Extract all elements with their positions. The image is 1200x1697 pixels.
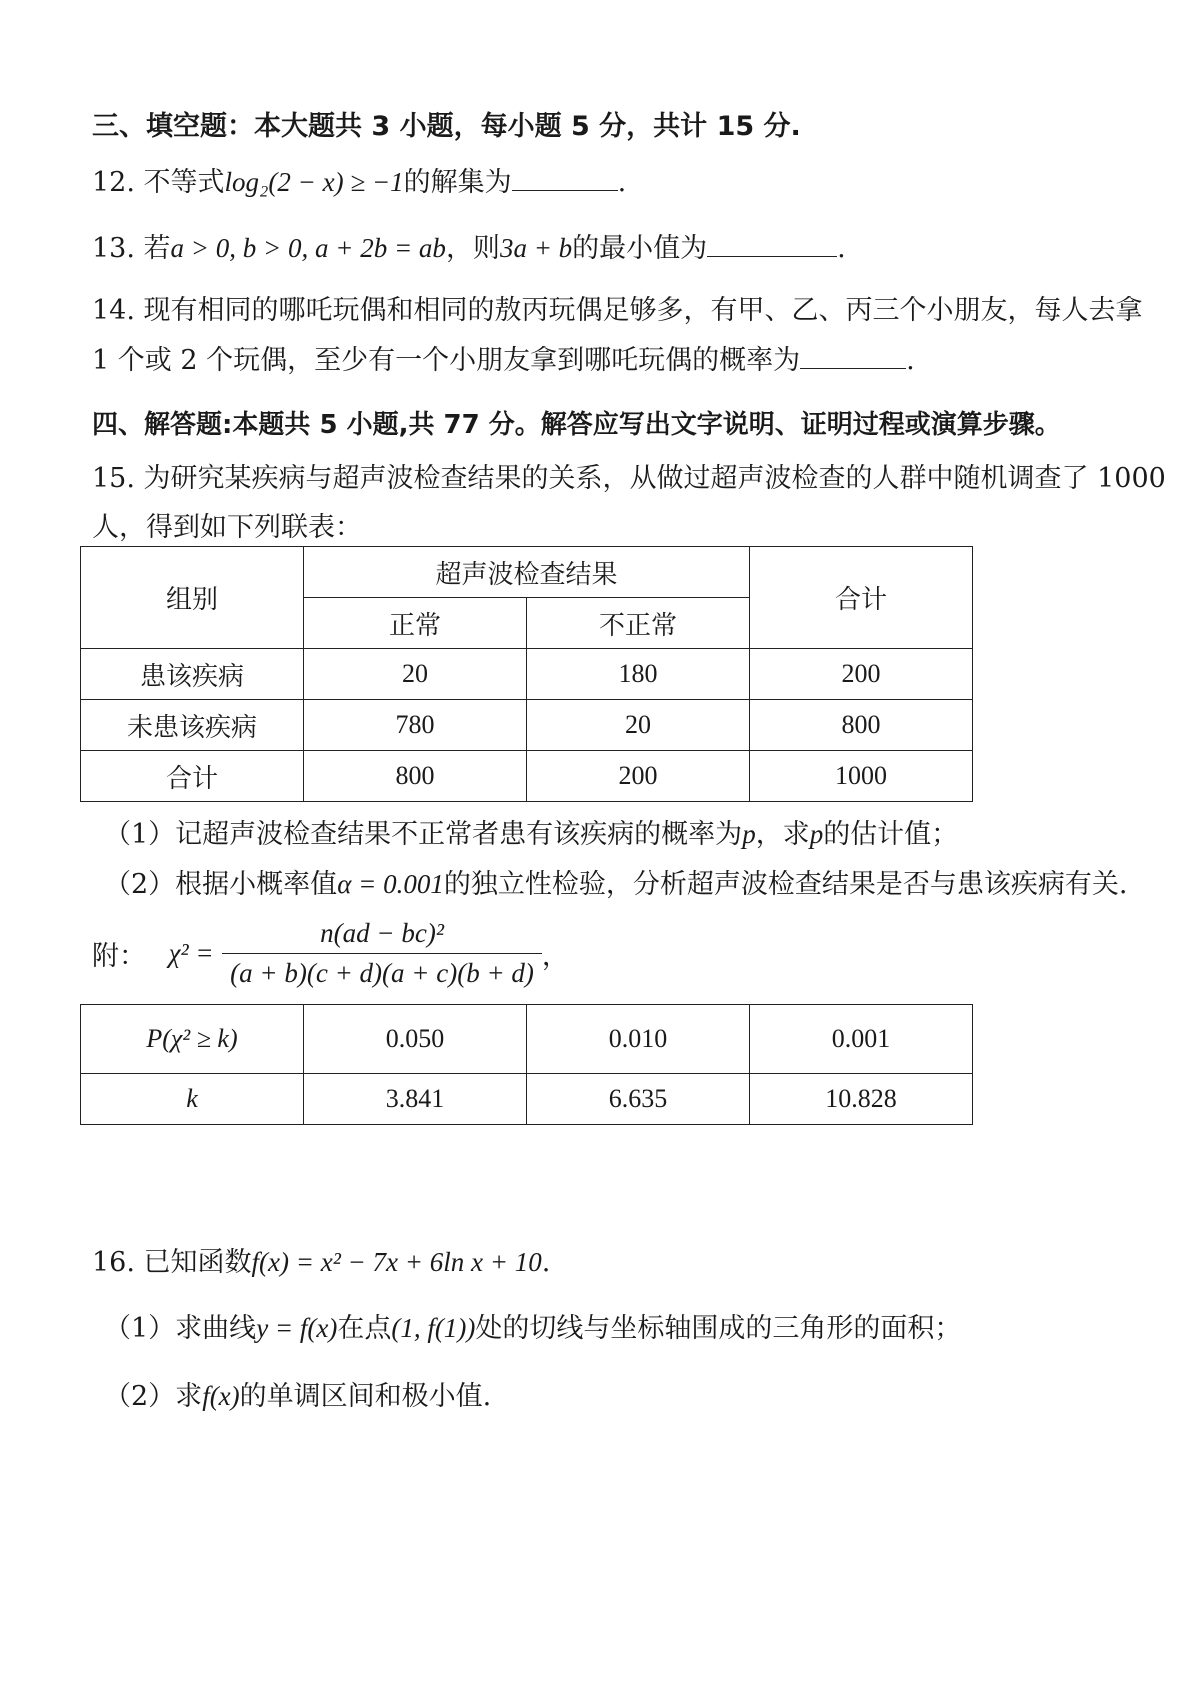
- question-number: 12.: [92, 167, 135, 198]
- critical-value-table: [80, 1004, 973, 1125]
- table-cell: 0.010: [527, 1005, 750, 1074]
- punctuation: .: [617, 167, 627, 198]
- table-cell: 200: [750, 649, 973, 700]
- row-label: 患该疾病: [81, 649, 304, 700]
- math-expression: α = 0.001: [337, 869, 444, 899]
- table-cell: 6.635: [527, 1074, 750, 1125]
- formula-denominator: (a + b)(c + d)(a + c)(b + d): [230, 958, 534, 988]
- table-cell: 20: [304, 649, 527, 700]
- formula-lhs: χ² =: [168, 938, 214, 968]
- k-label: k: [81, 1074, 304, 1125]
- table-row: [81, 751, 973, 802]
- question-text: 已知函数: [143, 1247, 252, 1278]
- table-row: [81, 649, 973, 700]
- math-expression: (1, f(1)): [391, 1313, 476, 1343]
- table-row: [81, 1005, 973, 1074]
- table-cell: 200: [527, 751, 750, 802]
- question-text: （2）求: [104, 1381, 203, 1412]
- math-expression: y = f(x): [256, 1313, 338, 1343]
- question-15-part-1: [104, 812, 958, 851]
- math-expression: a > 0, b > 0, a + 2b = ab: [170, 233, 446, 263]
- table-row: [81, 1074, 973, 1125]
- punctuation: ，: [541, 941, 569, 972]
- formula-fraction: [222, 918, 542, 989]
- question-text: 不等式: [143, 167, 225, 198]
- table-cell: 0.001: [750, 1005, 973, 1074]
- result-header: 超声波检查结果: [304, 547, 750, 598]
- question-text: （2）根据小概率值: [104, 869, 338, 900]
- question-text: 的单调区间和极小值.: [239, 1381, 492, 1412]
- question-14: [92, 288, 1143, 327]
- chi-square-formula: [92, 918, 569, 989]
- question-16: [92, 1240, 550, 1279]
- question-text: 现有相同的哪吒玩偶和相同的敖丙玩偶足够多，有甲、乙、丙三个小朋友，每人去拿: [143, 295, 1143, 326]
- section-4-heading: 四、解答题:本题共 5 小题,共 77 分。解答应写出文字说明、证明过程或演算步骤。: [92, 410, 1061, 440]
- table-cell: 0.050: [304, 1005, 527, 1074]
- table-cell: 180: [527, 649, 750, 700]
- question-15-part-2: [104, 862, 1127, 901]
- table-cell: 1000: [750, 751, 973, 802]
- math-expression: f(x): [202, 1381, 240, 1411]
- table-cell: 10.828: [750, 1074, 973, 1125]
- question-number: 14.: [92, 295, 135, 326]
- section-3-heading: 三、填空题：本大题共 3 小题，每小题 5 分，共计 15 分.: [92, 111, 801, 142]
- question-text: 处的切线与坐标轴围成的三角形的面积；: [475, 1313, 962, 1344]
- question-text: 在点: [337, 1313, 392, 1344]
- math-variable: p: [742, 819, 756, 849]
- answer-blank: [512, 168, 618, 191]
- question-text: 的估计值；: [823, 819, 959, 850]
- appendix-label: 附：: [92, 941, 146, 972]
- total-header: 合计: [750, 547, 973, 649]
- punctuation: .: [906, 345, 915, 376]
- question-15-line-2: 人，得到如下列联表：: [92, 512, 362, 543]
- table-cell: 800: [750, 700, 973, 751]
- table-cell: 20: [527, 700, 750, 751]
- answer-blank: [800, 346, 906, 369]
- question-text: （1）记超声波检查结果不正常者患有该疾病的概率为: [104, 819, 743, 850]
- question-number: 16.: [92, 1247, 135, 1278]
- row-label: 未患该疾病: [81, 700, 304, 751]
- abnormal-header: 不正常: [527, 598, 750, 649]
- row-label: 合计: [81, 751, 304, 802]
- question-text: ，则: [445, 233, 500, 264]
- answer-blank: [707, 234, 837, 257]
- math-expression: 3a + b: [499, 233, 573, 263]
- question-text: 若: [143, 233, 171, 264]
- question-number: 13.: [92, 233, 135, 264]
- punctuation: .: [541, 1247, 551, 1278]
- question-14-line-2: [92, 338, 915, 377]
- question-text: 的解集为: [403, 167, 512, 198]
- table-cell: 780: [304, 700, 527, 751]
- group-header: 组别: [81, 547, 304, 649]
- probability-label: P(χ² ≥ k): [81, 1005, 304, 1074]
- table-cell: 800: [304, 751, 527, 802]
- question-text: ，求: [755, 819, 810, 850]
- math-expression: f(x) = x² − 7x + 6ln x + 10: [251, 1247, 542, 1277]
- contingency-table: [80, 546, 973, 802]
- table-row: [81, 700, 973, 751]
- question-15-line-1: 15. 为研究某疾病与超声波检查结果的关系，从做过超声波检查的人群中随机调查了 1000: [92, 463, 1166, 494]
- question-text: （1）求曲线: [104, 1313, 257, 1344]
- question-16-part-2: [104, 1374, 491, 1413]
- question-16-part-1: [104, 1306, 961, 1345]
- math-expression: log₂(2 − x) ≥ −1: [224, 167, 404, 197]
- question-text: 的独立性检验，分析超声波检查结果是否与患该疾病有关.: [443, 869, 1128, 900]
- question-text: 1 个或 2 个玩偶，至少有一个小朋友拿到哪吒玩偶的概率为: [92, 345, 801, 376]
- question-13: [92, 226, 846, 265]
- normal-header: 正常: [304, 598, 527, 649]
- punctuation: .: [837, 233, 846, 264]
- question-12: [92, 160, 626, 199]
- math-variable: p: [809, 819, 824, 849]
- table-cell: 3.841: [304, 1074, 527, 1125]
- question-text: 的最小值为: [572, 233, 708, 264]
- formula-numerator: n(ad − bc)²: [222, 918, 542, 954]
